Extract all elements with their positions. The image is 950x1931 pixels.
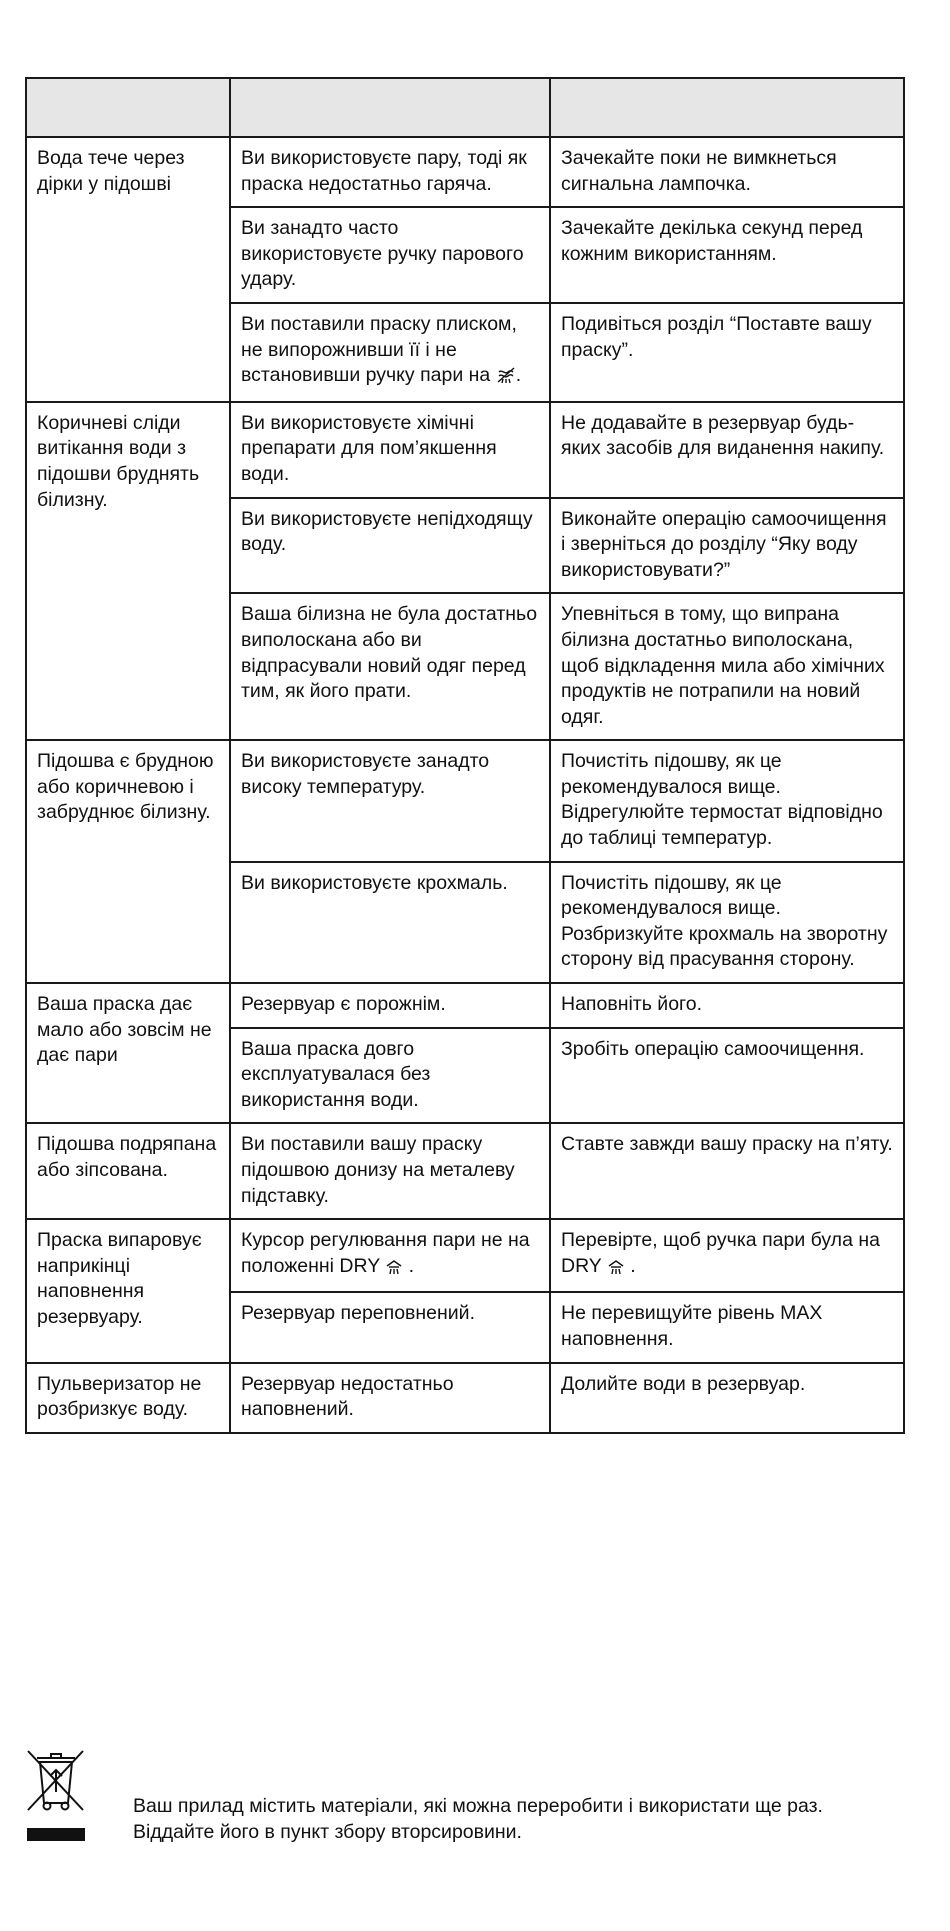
cause-cell-text: Резервуар переповнений. xyxy=(241,1302,475,1325)
solution-cell-text: Подивіться розділ “Поставте вашу праску”. xyxy=(561,312,872,361)
recycling-notice-line-2: Віддайте його в пункт збору вторсировини. xyxy=(133,1821,522,1843)
solution-cell-text: Упевніться в тому, що випрана білизна достатньо виполоскана, щоб відкладення мила або хімічних продуктів не потрапили на новий одяг. xyxy=(561,603,885,728)
solution-cell-text: Виконайте операцію самоочищення і зверніться до розділу “Яку воду використовувати?” xyxy=(561,507,887,581)
solution-cell-text: Зачекайте декілька секунд перед кожним використанням. xyxy=(561,217,863,265)
cause-cell-text: Ваша праска довго експлуатувалася без використання води. xyxy=(241,1037,431,1111)
solution-cell xyxy=(550,402,904,498)
cause-cell xyxy=(230,207,550,303)
solution-cell xyxy=(550,137,904,207)
dry-steam-icon xyxy=(385,1257,403,1283)
solution-cell-text: Не перевищуйте рівень MAX наповнення. xyxy=(561,1302,823,1350)
cause-cell-text: Ви використовуєте непідходящу воду. xyxy=(241,507,533,556)
problem-cell: Праска випаровує наприкінці наповнення резервуару. xyxy=(26,1219,230,1362)
solution-cell xyxy=(550,740,904,861)
solution-cell xyxy=(550,593,904,740)
cause-cell-text: Ваша білизна не була достатньо виполоскана або ви відпрасували новий одяг перед тим, як його прати. xyxy=(241,603,538,703)
cause-cell xyxy=(230,983,550,1028)
solution-cell-text: Ставте завжди вашу праску на п’яту. xyxy=(561,1133,893,1156)
problem-cell: Підошва подряпана або зіпсована. xyxy=(26,1123,230,1219)
solution-cell-text: Почистіть підошву, як це рекомендувалося вище. Відрегулюйте термостат відповідно до таблиці температур. xyxy=(561,750,883,850)
cause-cell xyxy=(230,1028,550,1124)
problem-cell: Пульверизатор не розбризкує воду. xyxy=(26,1363,230,1433)
cause-cell-text: Ви використовуєте пару, тоді як праска недостатньо гаряча. xyxy=(241,147,527,195)
solution-cell xyxy=(550,303,904,402)
recycling-notice xyxy=(133,1793,823,1845)
cause-cell xyxy=(230,498,550,594)
solution-cell xyxy=(550,498,904,594)
solution-cell-text: Наповніть його. xyxy=(561,993,702,1016)
cause-cell xyxy=(230,137,550,207)
cause-cell-text: Ви використовуєте крохмаль. xyxy=(241,871,508,894)
cause-cell xyxy=(230,402,550,498)
cause-cell xyxy=(230,740,550,861)
no-steam-icon xyxy=(496,366,516,392)
table-row xyxy=(26,1219,904,1292)
problem-cell: Підошва є брудною або коричневою і забруднює білизну. xyxy=(26,740,230,983)
header-problem xyxy=(26,78,230,137)
solution-cell xyxy=(550,1123,904,1219)
solution-cell xyxy=(550,1219,904,1292)
solution-cell xyxy=(550,1292,904,1362)
cause-cell xyxy=(230,862,550,983)
cause-cell xyxy=(230,593,550,740)
table-row xyxy=(26,740,904,861)
solution-cell-text: Долийте води в резервуар. xyxy=(561,1372,806,1395)
header-solution xyxy=(550,78,904,137)
recycling-notice-line-1: Ваш прилад містить матеріали, які можна переробити і використати ще раз. xyxy=(133,1795,823,1817)
solution-cell xyxy=(550,862,904,983)
cause-cell-text: Курсор регулювання пари не на положенні DRY xyxy=(241,1229,530,1277)
troubleshooting-table xyxy=(25,77,905,1434)
table-header-row xyxy=(26,78,904,137)
table-row xyxy=(26,137,904,207)
solution-cell-text: Перевірте, щоб ручка пари була на DRY xyxy=(561,1229,880,1277)
header-cause xyxy=(230,78,550,137)
solution-cell xyxy=(550,207,904,303)
table-row xyxy=(26,983,904,1028)
solution-cell-text: Зачекайте поки не вимкнеться сигнальна лампочка. xyxy=(561,147,837,195)
solution-cell xyxy=(550,1028,904,1124)
cause-cell xyxy=(230,1219,550,1292)
cause-cell-text: Резервуар є порожнім. xyxy=(241,993,446,1016)
table-row xyxy=(26,402,904,498)
cause-cell xyxy=(230,303,550,402)
cause-cell-text: Ви поставили вашу праску підошвою донизу на металеву підставку. xyxy=(241,1133,515,1207)
solution-cell xyxy=(550,1363,904,1433)
cause-cell xyxy=(230,1123,550,1219)
solution-cell-text: Не додавайте в резервуар будь-яких засобів для виданення накипу. xyxy=(561,411,885,460)
cause-cell-text: Ви використовуєте хімічні препарати для пом’якшення води. xyxy=(241,411,497,485)
cause-cell-text: Ви поставили праску плиском, не випорожнивши її і не встановивши ручку пари на xyxy=(241,312,517,387)
cause-cell-text: Резервуар недостатньо наповнений. xyxy=(241,1372,454,1421)
solution-cell-text: Почистіть підошву, як це рекомендувалося вище. Розбризкуйте крохмаль на зворотну сторону від прасування сторону. xyxy=(561,871,888,971)
solution-cell-text: Зробіть операцію самоочищення. xyxy=(561,1037,865,1060)
cause-cell-suffix: . xyxy=(515,364,522,387)
solution-cell-suffix: . xyxy=(624,1254,636,1277)
problem-cell: Вода тече через дірки у підошві xyxy=(26,137,230,402)
cause-cell xyxy=(230,1292,550,1362)
table-row xyxy=(26,1363,904,1433)
cause-cell xyxy=(230,1363,550,1433)
problem-cell: Коричневі сліди витікання води з підошви бруднять білизну. xyxy=(26,402,230,741)
cause-cell-suffix: . xyxy=(403,1254,415,1277)
crossed-out-wheelie-bin-icon xyxy=(25,1748,87,1842)
solution-cell xyxy=(550,983,904,1028)
cause-cell-text: Ви використовуєте занадто високу температуру. xyxy=(241,750,490,798)
dry-steam-icon xyxy=(607,1257,625,1283)
table-row xyxy=(26,1123,904,1219)
cause-cell-text: Ви занадто часто використовуєте ручку парового удару. xyxy=(241,217,524,291)
problem-cell: Ваша праска дає мало або зовсім не дає пари xyxy=(26,983,230,1123)
